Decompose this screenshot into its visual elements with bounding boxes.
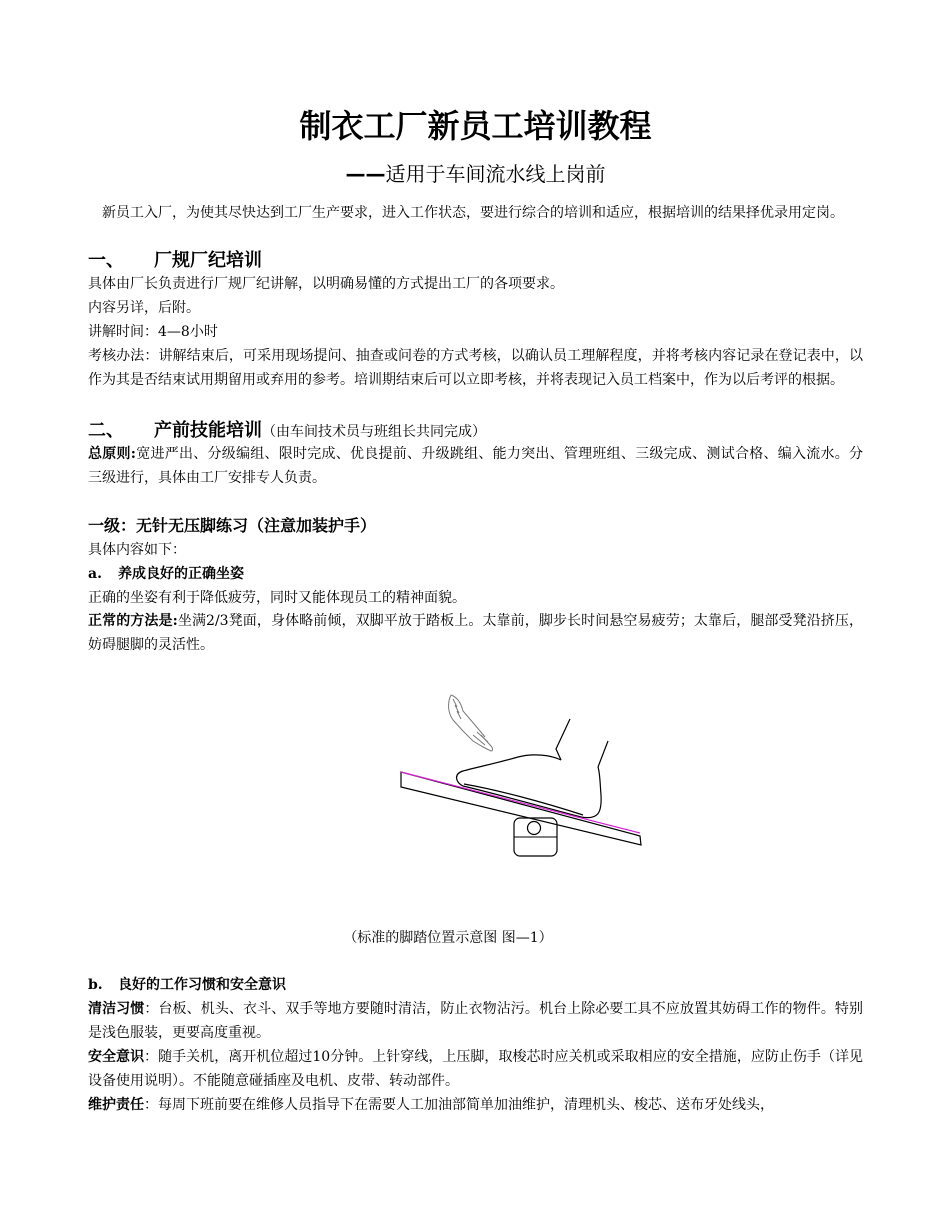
item-a-p1: 正确的坐姿有利于降低疲劳，同时又能体现员工的精神面貌。 [88, 590, 466, 606]
item-a-title: 养成良好的正确坐姿 [118, 566, 244, 582]
hand-icon [449, 695, 493, 751]
pedal-accent-line [401, 772, 640, 833]
section-2-note: （由车间技术员与班组长共同完成） [262, 424, 486, 440]
section-1-p4: 考核办法：讲解结束后，可采用现场提问、抽查或问卷的方式考核，以确认员工理解程度，并将考核内容记录在登记表中，以作为其是否结束试用期留用或弃用的参考。培训期结束后可以立即考核，并将表现记入员工档案中，作为以后考评的根据。 [88, 348, 863, 388]
intro-paragraph: 新员工入厂，为使其尽快达到工厂生产要求，进入工作状态，要进行综合的培训和适应，根据培训的结果择优录用定岗。 [102, 205, 844, 221]
pedal-icon [401, 772, 641, 856]
section-1-p3: 讲解时间：4—8小时 [88, 324, 218, 340]
section-1-title: 厂规厂纪培训 [154, 250, 262, 271]
maintenance-paragraph [88, 1094, 863, 1118]
safety-text: ：随手关机，离开机位超过10分钟。上针穿线，上压脚，取梭芯时应关机或采取相应的安全措施，应防止伤手（详见设备使用说明）。不能随意碰插座及电机、皮带、转动部件。 [88, 1049, 864, 1089]
item-b-heading [88, 974, 863, 997]
principle-label: 总原则: [88, 446, 136, 462]
section-1-heading [88, 249, 863, 273]
item-a-method [88, 610, 863, 657]
principle-text: 宽进严出、分级编组、限时完成、优良提前、升级跳组、能力突出、管理班组、三级完成、测试合格、编入流水。分三级进行，具体由工厂安排专人负责。 [88, 446, 863, 486]
pedal-position-figure [313, 685, 653, 870]
section-2-number: 二、 [88, 420, 124, 441]
level-1-heading: 一级：无针无压脚练习（注意加装护手） [88, 516, 377, 535]
subtitle-dash: —— [345, 162, 386, 186]
safety-label: 安全意识 [88, 1049, 145, 1065]
method-text: 坐满2/3凳面，身体略前倾，双脚平放于踏板上。太靠前，脚步长时间悬空易疲劳；太靠后，腿部受凳沿挤压，妨碍腿脚的灵活性。 [88, 613, 864, 653]
maintenance-label: 维护责任 [88, 1097, 144, 1113]
item-b-letter: b. [88, 977, 103, 993]
item-b-title: 良好的工作习惯和安全意识 [118, 977, 286, 993]
clean-habit-text: ：台板、机头、衣斗、双手等地方要随时清洁，防止衣物沾污。机台上除必要工具不应放置其妨碍工作的物件。特别是浅色服装，更要高度重视。 [88, 1001, 864, 1041]
section-1-p2: 内容另详，后附。 [88, 300, 200, 316]
section-1-number: 一、 [88, 250, 124, 271]
section-2-title: 产前技能培训 [154, 420, 262, 441]
level-1-intro: 具体内容如下： [88, 542, 186, 558]
clean-habit-label: 清洁习惯 [88, 1001, 145, 1017]
section-2-heading [88, 419, 863, 444]
page-title: 制衣工厂新员工培训教程 [299, 107, 652, 145]
section-1-p1: 具体由厂长负责进行厂规厂纪讲解，以明确易懂的方式提出工厂的各项要求。 [88, 276, 564, 292]
safety-paragraph [88, 1046, 863, 1093]
item-a-heading [88, 563, 863, 586]
page-subtitle [88, 160, 863, 188]
method-label: 正常的方法是: [88, 613, 178, 629]
subtitle-text: 适用于车间流水线上岗前 [385, 162, 606, 186]
item-a-letter: a. [88, 566, 102, 582]
figure-caption: （标准的脚踏位置示意图 图—1） [343, 930, 553, 946]
section-2-principle [88, 443, 863, 490]
clean-habit-paragraph [88, 998, 863, 1045]
maintenance-text: ：每周下班前要在维修人员指导下在需要人工加油部简单加油维护，清理机头、梭芯、送布牙处线头， [144, 1097, 774, 1113]
pedal-diagram [313, 685, 653, 870]
